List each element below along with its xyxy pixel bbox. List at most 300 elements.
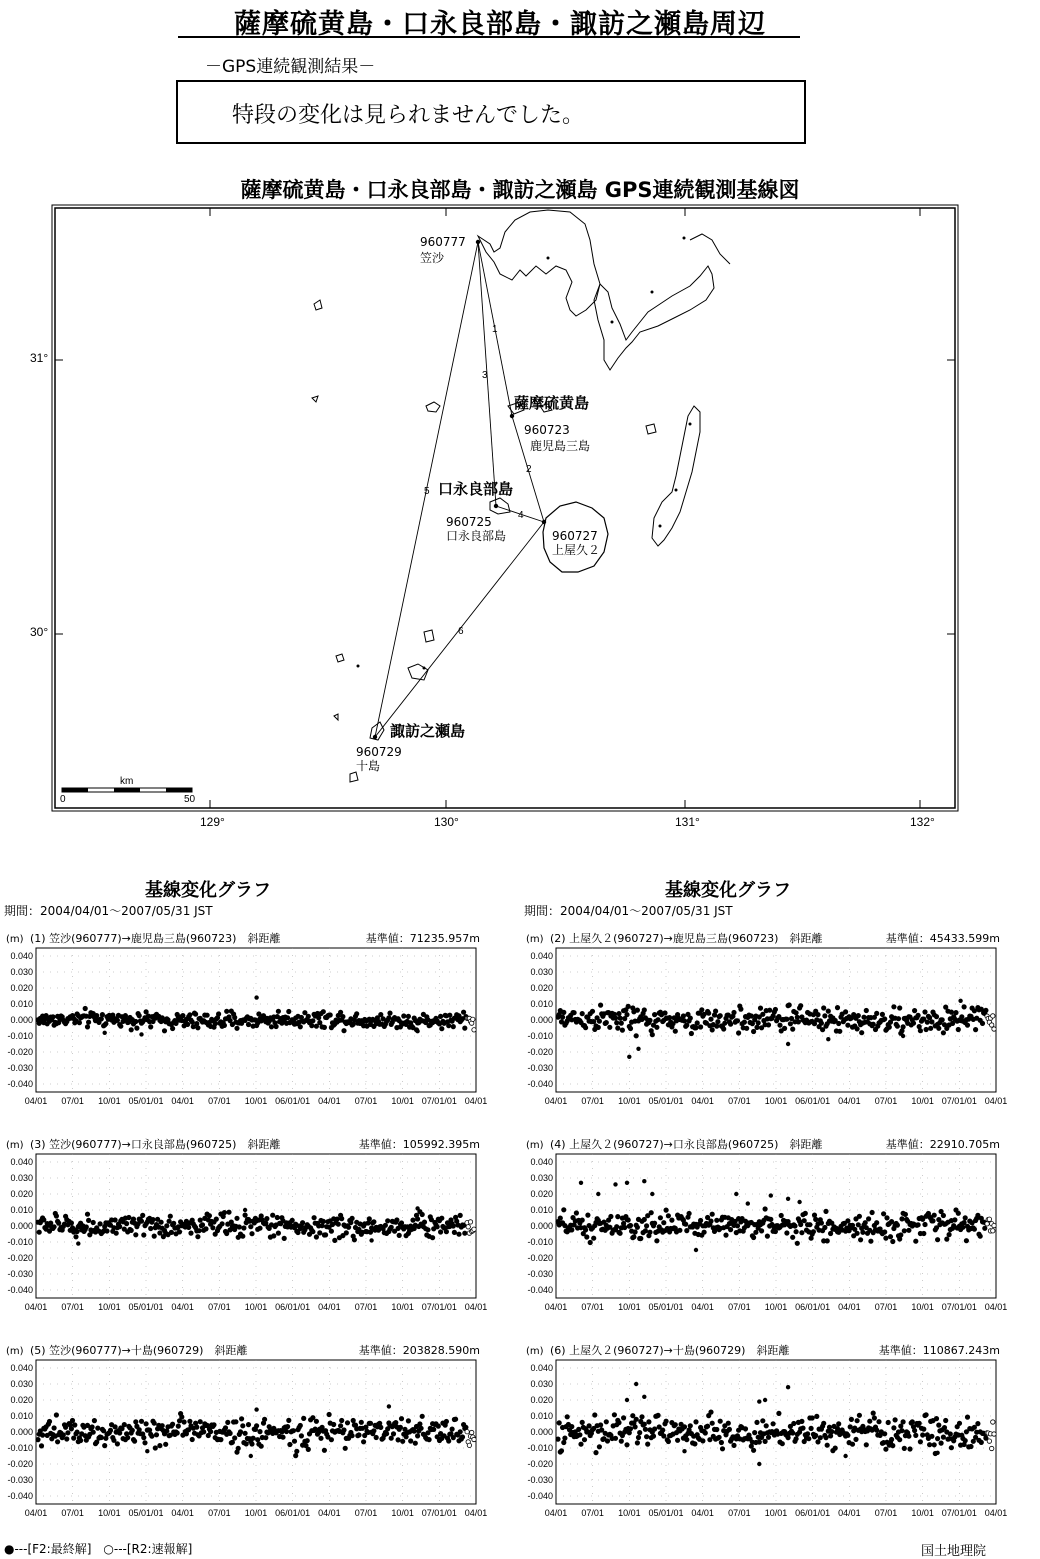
outlier-point [797, 1200, 801, 1204]
final-solution-point [969, 1444, 973, 1448]
final-solution-point [372, 1429, 376, 1433]
final-solution-point [812, 1213, 816, 1217]
final-solution-point [617, 1011, 621, 1015]
final-solution-point [312, 1216, 316, 1220]
y-tick-label: -0.010 [7, 1031, 33, 1041]
final-solution-point [615, 1225, 619, 1229]
final-solution-point [644, 1435, 648, 1439]
final-solution-point [388, 1011, 392, 1015]
final-solution-point [618, 1231, 622, 1235]
final-solution-point [396, 1438, 400, 1442]
final-solution-point [643, 1427, 647, 1431]
final-solution-point [810, 1416, 814, 1420]
final-solution-point [351, 1022, 355, 1026]
final-solution-point [73, 1423, 77, 1427]
rapid-solution-point [992, 1027, 996, 1031]
final-solution-point [902, 1229, 906, 1233]
x-tick-label: 07/01 [581, 1508, 604, 1518]
final-solution-point [458, 1430, 462, 1434]
final-solution-point [709, 1017, 713, 1021]
baseline-num-2: 2 [526, 464, 532, 475]
final-solution-point [694, 1420, 698, 1424]
final-solution-point [728, 1022, 732, 1026]
final-solution-point [343, 1446, 347, 1450]
final-solution-point [864, 1008, 868, 1012]
final-solution-point [604, 1420, 608, 1424]
final-solution-point [302, 1416, 306, 1420]
rapid-solution-point [468, 1220, 472, 1224]
final-solution-point [578, 1433, 582, 1437]
final-solution-point [411, 1218, 415, 1222]
baseline-chart-2 [520, 928, 1008, 1108]
final-solution-point [598, 1003, 602, 1007]
final-solution-point [409, 1439, 413, 1443]
final-solution-point [288, 1442, 292, 1446]
final-solution-point [243, 1213, 247, 1217]
final-solution-point [207, 1214, 211, 1218]
graph-heading-right: 基線変化グラフ [665, 880, 791, 901]
final-solution-point [720, 1447, 724, 1451]
final-solution-point [628, 1427, 632, 1431]
final-solution-point [615, 1021, 619, 1025]
final-solution-point [78, 1438, 82, 1442]
final-solution-point [709, 1219, 713, 1223]
final-solution-point [335, 1217, 339, 1221]
final-solution-point [710, 1421, 714, 1425]
final-solution-point [809, 1426, 813, 1430]
final-solution-point [276, 1231, 280, 1235]
final-solution-point [945, 1237, 949, 1241]
final-solution-point [965, 1415, 969, 1419]
final-solution-point [172, 1221, 176, 1225]
x-tick-label: 10/01 [391, 1302, 414, 1312]
final-solution-point [681, 1014, 685, 1018]
final-solution-point [664, 1419, 668, 1423]
final-solution-point [818, 1436, 822, 1440]
rapid-solution-point [992, 1223, 996, 1227]
final-solution-point [796, 1020, 800, 1024]
final-solution-point [212, 1423, 216, 1427]
final-solution-point [962, 1220, 966, 1224]
final-solution-point [901, 1420, 905, 1424]
y-tick-label: 0.020 [10, 1189, 33, 1199]
x-tick-label: 10/01 [244, 1096, 268, 1106]
baseline-chart-4 [520, 1134, 1008, 1314]
final-solution-point [57, 1221, 61, 1225]
final-solution-point [580, 1218, 584, 1222]
final-solution-point [950, 1021, 954, 1025]
final-solution-point [896, 1017, 900, 1021]
final-solution-point [364, 1425, 368, 1429]
outlier-point [746, 1201, 750, 1205]
final-solution-point [900, 1429, 904, 1433]
final-solution-point [91, 1430, 95, 1434]
x-tick-label: 05/01/01 [648, 1508, 684, 1518]
final-solution-point [305, 1439, 309, 1443]
final-solution-point [254, 1424, 258, 1428]
final-solution-point [802, 1219, 806, 1223]
final-solution-point [451, 1024, 455, 1028]
final-solution-point [37, 1230, 41, 1234]
final-solution-point [444, 1230, 448, 1234]
y-tick-label: 0.040 [10, 951, 33, 961]
final-solution-point [787, 1003, 791, 1007]
final-solution-point [303, 1011, 307, 1015]
y-tick-label: -0.030 [527, 1269, 553, 1279]
final-solution-point [823, 1225, 827, 1229]
x-tick-label: 04/01 [171, 1302, 194, 1312]
chart-reference: 基準値：105992.395m [358, 1138, 480, 1151]
final-solution-point [92, 1418, 96, 1422]
final-solution-point [562, 1010, 566, 1014]
final-solution-point [634, 1417, 638, 1421]
y-tick-label: -0.030 [7, 1063, 33, 1073]
final-solution-point [807, 1437, 811, 1441]
x-tick-label: 06/01/01 [795, 1096, 831, 1106]
final-solution-point [827, 1425, 831, 1429]
final-solution-point [450, 1427, 454, 1431]
x-tick-label: 04/01 [24, 1096, 48, 1106]
station-id-960725: 960725 [446, 515, 492, 529]
final-solution-point [594, 1450, 598, 1454]
final-solution-point [789, 1016, 793, 1020]
y-tick-label: 0.010 [10, 1205, 33, 1215]
outlier-point [613, 1182, 617, 1186]
final-solution-point [83, 1006, 87, 1010]
final-solution-point [925, 1020, 929, 1024]
final-solution-point [910, 1420, 914, 1424]
final-solution-point [682, 1019, 686, 1023]
final-solution-point [139, 1419, 143, 1423]
final-solution-point [749, 1014, 753, 1018]
final-solution-point [685, 1437, 689, 1441]
final-solution-point [350, 1216, 354, 1220]
final-solution-point [869, 1239, 873, 1243]
final-solution-point [673, 1029, 677, 1033]
y-tick-label: 0.030 [530, 1173, 553, 1183]
x-tick-label: 07/01/01 [421, 1302, 457, 1312]
final-solution-point [613, 1016, 617, 1020]
final-solution-point [656, 1018, 660, 1022]
final-solution-point [766, 1435, 770, 1439]
graph-period-left: 期間：2004/04/01～2007/05/31 JST [4, 904, 213, 918]
final-solution-point [638, 1430, 642, 1434]
final-solution-point [98, 1222, 102, 1226]
outlier-point [901, 1034, 905, 1038]
final-solution-point [158, 1231, 162, 1235]
final-solution-point [761, 1419, 765, 1423]
final-solution-point [713, 1009, 717, 1013]
y-tick-label: 0.040 [530, 951, 553, 961]
y-tick-label: 0.040 [10, 1363, 33, 1373]
final-solution-point [39, 1444, 43, 1448]
final-solution-point [130, 1428, 134, 1432]
final-solution-point [180, 1415, 184, 1419]
final-solution-point [791, 1027, 795, 1031]
station-id-960729: 960729 [356, 745, 402, 759]
x-tick-label: 05/01/01 [128, 1302, 164, 1312]
final-solution-point [939, 1441, 943, 1445]
final-solution-point [438, 1014, 442, 1018]
final-solution-point [40, 1433, 44, 1437]
final-solution-point [619, 1021, 623, 1025]
baseline-num-1: 1 [492, 324, 498, 335]
final-solution-point [294, 1453, 298, 1457]
y-tick-label: -0.040 [7, 1491, 33, 1501]
final-solution-point [872, 1416, 876, 1420]
final-solution-point [824, 1209, 828, 1213]
final-solution-point [234, 1420, 238, 1424]
final-solution-point [833, 1446, 837, 1450]
final-solution-point [593, 1413, 597, 1417]
y-tick-label: 0.030 [10, 1379, 33, 1389]
y-tick-label: 0.000 [530, 1221, 553, 1231]
chart-title: (2) 上屋久２(960727)→鹿児島三島(960723) 斜距離 [550, 932, 823, 945]
chart-title: (3) 笠沙(960777)→口永良部島(960725) 斜距離 [30, 1138, 281, 1151]
x-tick-label: 05/01/01 [648, 1302, 684, 1312]
final-solution-point [557, 1421, 561, 1425]
final-solution-point [893, 1418, 897, 1422]
final-solution-point [558, 1216, 562, 1220]
final-solution-point [176, 1424, 180, 1428]
final-solution-point [786, 1435, 790, 1439]
baseline-chart-6 [520, 1340, 1008, 1520]
final-solution-point [702, 1230, 706, 1234]
final-solution-point [724, 1233, 728, 1237]
x-tick-label: 04/01 [691, 1096, 714, 1106]
final-solution-point [799, 1004, 803, 1008]
final-solution-point [889, 1219, 893, 1223]
final-solution-point [875, 1221, 879, 1225]
x-tick-label: 04/01 [984, 1302, 1008, 1312]
final-solution-point [898, 1006, 902, 1010]
final-solution-point [930, 1434, 934, 1438]
final-solution-point [953, 1218, 957, 1222]
final-solution-point [855, 1419, 859, 1423]
chart-title: (5) 笠沙(960777)→十島(960729) 斜距離 [30, 1344, 248, 1357]
outlier-point [786, 1197, 790, 1201]
final-solution-point [647, 1420, 651, 1424]
final-solution-point [418, 1422, 422, 1426]
final-solution-point [95, 1440, 99, 1444]
final-solution-point [644, 1224, 648, 1228]
final-solution-point [846, 1023, 850, 1027]
final-solution-point [412, 1429, 416, 1433]
final-solution-point [932, 1213, 936, 1217]
final-solution-point [907, 1434, 911, 1438]
final-solution-point [895, 1223, 899, 1227]
x-tick-label: 07/01/01 [941, 1302, 977, 1312]
outlier-point [843, 1454, 847, 1458]
final-solution-point [701, 1439, 705, 1443]
final-solution-point [911, 1021, 915, 1025]
final-solution-point [556, 1437, 560, 1441]
final-solution-point [169, 1230, 173, 1234]
final-solution-point [167, 1219, 171, 1223]
final-solution-point [105, 1229, 109, 1233]
outlier-point [826, 1037, 830, 1041]
final-solution-point [617, 1420, 621, 1424]
y-tick-label: 0.040 [10, 1157, 33, 1167]
final-solution-point [139, 1219, 143, 1223]
final-solution-point [648, 1018, 652, 1022]
final-solution-point [399, 1221, 403, 1225]
final-solution-point [559, 1449, 563, 1453]
final-solution-point [177, 1230, 181, 1234]
final-solution-point [399, 1417, 403, 1421]
final-solution-point [187, 1225, 191, 1229]
final-solution-point [345, 1421, 349, 1425]
final-solution-point [828, 1434, 832, 1438]
final-solution-point [198, 1218, 202, 1222]
outlier-point [958, 999, 962, 1003]
x-tick-label: 10/01 [244, 1508, 268, 1518]
final-solution-point [883, 1432, 887, 1436]
final-solution-point [127, 1215, 131, 1219]
final-solution-point [332, 1422, 336, 1426]
final-solution-point [937, 1026, 941, 1030]
x-tick-label: 07/01 [61, 1302, 84, 1312]
final-solution-point [226, 1420, 230, 1424]
final-solution-point [295, 1449, 299, 1453]
final-solution-point [788, 1022, 792, 1026]
final-solution-point [447, 1439, 451, 1443]
final-solution-point [837, 1422, 841, 1426]
x-tick-label: 07/01 [728, 1508, 751, 1518]
final-solution-point [705, 1424, 709, 1428]
final-solution-point [912, 1008, 916, 1012]
final-solution-point [745, 1026, 749, 1030]
final-solution-point [586, 1213, 590, 1217]
final-solution-point [785, 1017, 789, 1021]
final-solution-point [233, 1015, 237, 1019]
final-solution-point [134, 1420, 138, 1424]
x-tick-label: 04/01 [318, 1096, 341, 1106]
final-solution-point [188, 1419, 192, 1423]
final-solution-point [694, 1026, 698, 1030]
outlier-point [415, 1029, 419, 1033]
final-solution-point [947, 1232, 951, 1236]
y-tick-label: -0.030 [527, 1475, 553, 1485]
final-solution-point [135, 1026, 139, 1030]
final-solution-point [849, 1417, 853, 1421]
final-solution-point [973, 1027, 977, 1031]
final-solution-point [285, 1424, 289, 1428]
y-tick-label: -0.010 [7, 1237, 33, 1247]
final-solution-point [195, 1425, 199, 1429]
final-solution-point [799, 1222, 803, 1226]
final-solution-point [202, 1430, 206, 1434]
final-solution-point [448, 1013, 452, 1017]
outlier-point [642, 1179, 646, 1183]
x-tick-label: 10/01 [391, 1096, 414, 1106]
lat-label-31: 31° [30, 351, 49, 365]
final-solution-point [944, 1005, 948, 1009]
final-solution-point [327, 1412, 331, 1416]
final-solution-point [341, 1014, 345, 1018]
final-solution-point [463, 1026, 467, 1030]
final-solution-point [144, 1422, 148, 1426]
final-solution-point [931, 1219, 935, 1223]
outlier-point [139, 1032, 143, 1036]
final-solution-point [147, 1428, 151, 1432]
final-solution-point [262, 1417, 266, 1421]
chart-reference: 基準値：45433.599m [885, 932, 1000, 945]
volcano-label-kuchinoerabujima: 口永良部島 [438, 480, 514, 498]
final-solution-point [463, 1231, 467, 1235]
graph-period-right: 期間：2004/04/01～2007/05/31 JST [524, 904, 733, 918]
final-solution-point [574, 1211, 578, 1215]
x-tick-label: 07/01 [61, 1508, 84, 1518]
final-solution-point [941, 1031, 945, 1035]
final-solution-point [69, 1427, 73, 1431]
final-solution-point [299, 1434, 303, 1438]
volcano-label-satsuma-iojima: 薩摩硫黄島 [514, 394, 590, 412]
x-tick-label: 10/01 [911, 1096, 934, 1106]
final-solution-point [609, 1214, 613, 1218]
final-solution-point [877, 1420, 881, 1424]
final-solution-point [895, 1024, 899, 1028]
y-tick-label: 0.040 [530, 1363, 553, 1373]
final-solution-point [983, 1226, 987, 1230]
final-solution-point [655, 1025, 659, 1029]
lon-label-132: 132° [910, 815, 935, 829]
final-solution-point [54, 1214, 58, 1218]
final-solution-point [898, 1438, 902, 1442]
rapid-solution-point [992, 1432, 996, 1436]
final-solution-point [626, 1004, 630, 1008]
final-solution-point [340, 1418, 344, 1422]
y-tick-label: -0.040 [527, 1285, 553, 1295]
final-solution-point [875, 1011, 879, 1015]
final-solution-point [918, 1440, 922, 1444]
final-solution-point [214, 1217, 218, 1221]
final-solution-point [640, 1415, 644, 1419]
final-solution-point [963, 1438, 967, 1442]
station-id-960727: 960727 [552, 529, 598, 543]
final-solution-point [259, 1444, 263, 1448]
final-solution-point [208, 1429, 212, 1433]
final-solution-point [580, 1420, 584, 1424]
final-solution-point [908, 1447, 912, 1451]
y-tick-label: -0.040 [7, 1079, 33, 1089]
final-solution-point [391, 1432, 395, 1436]
final-solution-point [185, 1022, 189, 1026]
final-solution-point [635, 1441, 639, 1445]
final-solution-point [422, 1220, 426, 1224]
final-solution-point [250, 1442, 254, 1446]
y-tick-label: 0.010 [10, 999, 33, 1009]
chart-unit: (m) [6, 1140, 24, 1151]
page-subtitle: －GPS連続観測結果－ [205, 57, 376, 77]
outlier-point [596, 1192, 600, 1196]
final-solution-point [900, 1217, 904, 1221]
final-solution-point [374, 1435, 378, 1439]
final-solution-point [811, 1230, 815, 1234]
final-solution-point [198, 1420, 202, 1424]
final-solution-point [432, 1427, 436, 1431]
final-solution-point [956, 1027, 960, 1031]
final-solution-point [963, 1216, 967, 1220]
final-solution-point [175, 1431, 179, 1435]
final-solution-point [311, 1019, 315, 1023]
final-solution-point [875, 1428, 879, 1432]
final-solution-point [751, 1448, 755, 1452]
final-solution-point [211, 1226, 215, 1230]
x-tick-label: 10/01 [764, 1508, 788, 1518]
final-solution-point [63, 1425, 67, 1429]
final-solution-point [957, 1421, 961, 1425]
